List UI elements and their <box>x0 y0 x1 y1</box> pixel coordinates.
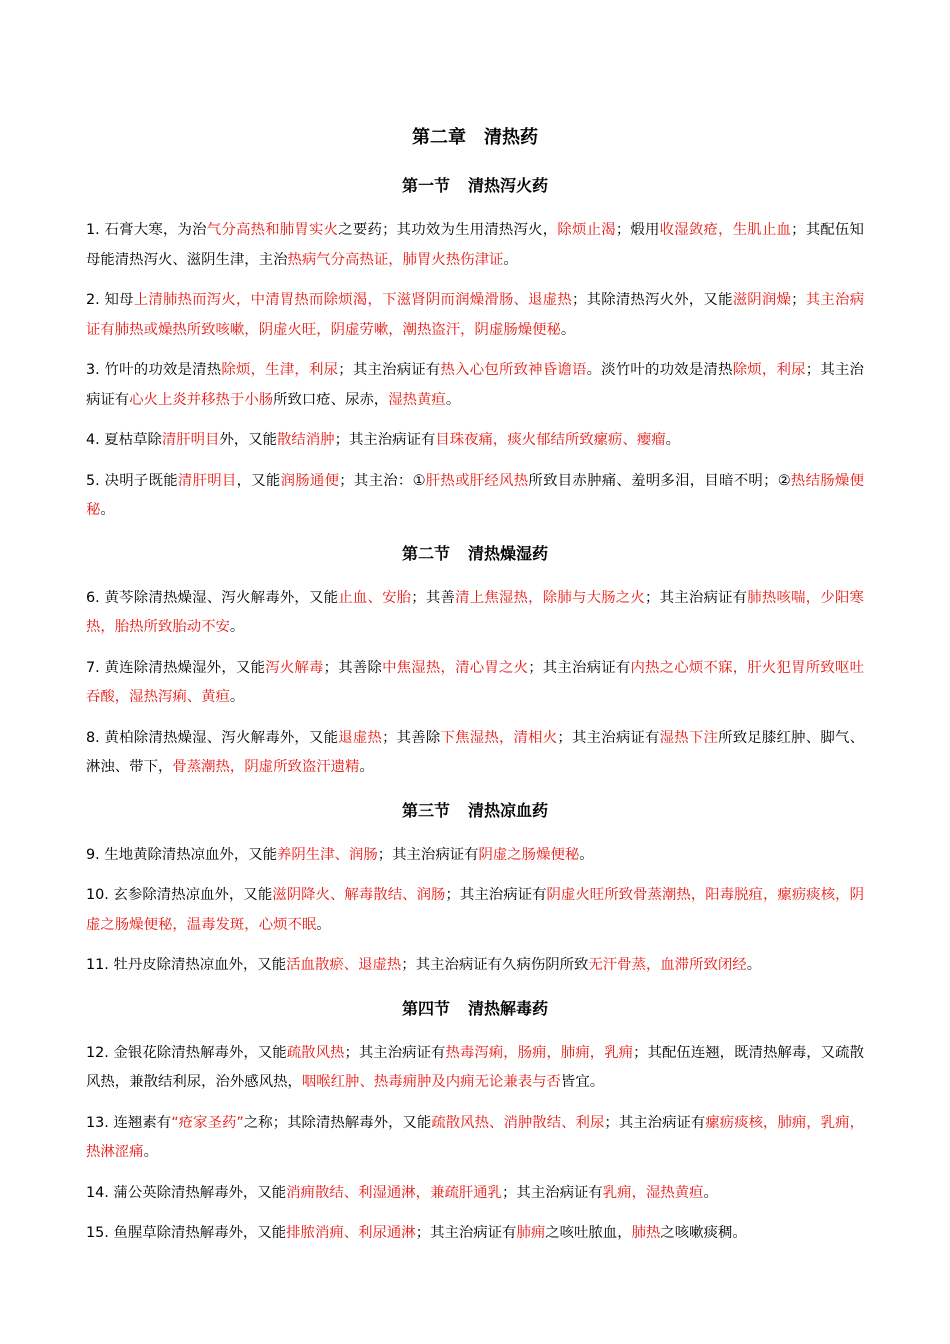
sections-container <box>86 172 864 1249</box>
highlighted-text: 热结肠燥便秘 <box>86 472 864 518</box>
highlighted-text: 肝热或肝经风热 <box>425 472 529 489</box>
entry-text: ；其善除 <box>323 659 383 676</box>
herb-entry <box>86 467 864 526</box>
section-heading <box>86 540 864 568</box>
entry-text: 。 <box>579 846 594 863</box>
chapter-title: 清热药 <box>484 127 538 148</box>
highlighted-text: 除烦，生津，利尿 <box>221 362 339 378</box>
highlighted-text: 热毒泻痢，肠痈，肺痈，乳痈 <box>445 1044 634 1061</box>
entry-text: 之称；其除清热解毒外，又能 <box>243 1114 432 1131</box>
highlighted-text: 内热之心烦不寐，肝火犯胃所致呕吐吞酸，湿热泻痢、黄疸 <box>86 659 864 705</box>
entry-text: ；其主治病证有 <box>334 432 436 448</box>
herb-entry <box>86 841 864 871</box>
herb-entry <box>86 654 864 713</box>
entry-text: ；其主治病证有久病伤阴所致 <box>401 957 589 973</box>
highlighted-text: 消痈散结、利湿通淋，兼疏肝通乳 <box>286 1184 503 1201</box>
highlighted-text: 咽喉红肿、热毒痈肿及内痈无论兼表与否 <box>301 1074 561 1090</box>
section-number: 第一节 <box>401 176 450 195</box>
highlighted-text: 中焦湿热，清心胃之火 <box>382 659 529 676</box>
entry-text: ；其配伍连翘，既清热解毒，又疏散风热，兼散结利尿，治外感风热， <box>86 1044 864 1090</box>
chapter-number: 第二章 <box>412 127 466 148</box>
entry-text: 1. 石膏大寒，为治 <box>86 222 207 238</box>
entry-text: ；其主治病证有 <box>502 1184 603 1201</box>
highlighted-text: 清上焦湿热，除肺与大肠之火 <box>455 589 646 606</box>
highlighted-text: 湿热黄疸 <box>388 391 446 408</box>
highlighted-text: 排脓消痈、利尿通淋 <box>286 1225 416 1241</box>
entry-text: ；其主治病证有 <box>86 362 864 408</box>
entry-text: ；其主治病证有 <box>557 729 660 746</box>
entry-text: ； <box>791 292 806 308</box>
entry-text: ；其配伍知母能清热泻火、滋阴生津，主治 <box>86 222 864 268</box>
entry-text: ，又能 <box>236 472 281 489</box>
entry-text: 13. 连翘素有 <box>86 1114 172 1131</box>
section-heading <box>86 995 864 1023</box>
highlighted-text: 泻火解毒 <box>265 659 324 676</box>
entry-text: ；其主治病证有 <box>377 846 479 863</box>
entry-text: ；其除清热泻火外，又能 <box>572 292 733 308</box>
entry-text: 。 <box>560 321 576 338</box>
entry-text: 11. 牡丹皮除清热凉血外，又能 <box>86 957 287 973</box>
highlighted-text: 退虚热 <box>338 729 383 746</box>
entry-text: 。 <box>316 916 331 933</box>
section-number: 第三节 <box>401 800 450 820</box>
entry-text: 所致足膝红肿、脚气、淋浊、带下， <box>86 729 864 775</box>
entry-text: 外，又能 <box>219 432 278 448</box>
entry-text: 7. 黄连除清热燥湿外，又能 <box>86 659 266 676</box>
highlighted-text: 疏散风热 <box>286 1044 345 1061</box>
highlighted-text: 散结消肿 <box>277 432 335 448</box>
entry-text: 3. 竹叶的功效是清热 <box>86 362 222 378</box>
entry-text: ；其主治病证有 <box>445 887 547 903</box>
highlighted-text: 心火上炎并移热于小肠 <box>129 391 274 408</box>
section-number: 第四节 <box>401 998 450 1018</box>
entry-text: 。 <box>703 1184 718 1201</box>
highlighted-text: 上清肺热而泻火，中清胃热而除烦渴，下滋肾阴而润燥滑肠、退虚热 <box>133 292 572 308</box>
highlighted-text: 瘰疬痰核，肺痈，乳痈，热淋涩痛 <box>86 1114 864 1160</box>
highlighted-text: 目珠夜痛，痰火郁结所致瘰疬、瘿瘤 <box>435 432 666 448</box>
entry-text: 8. 黄柏除清热燥湿、泻火解毒外，又能 <box>86 729 339 746</box>
herb-entry <box>86 951 864 981</box>
highlighted-text: 热病气分高热证，肺胃火热伤津证 <box>287 251 504 268</box>
entry-text: ；其主治病证有 <box>344 1044 446 1061</box>
section-title: 清热泻火药 <box>468 176 549 195</box>
entry-text: 12. 金银花除清热解毒外，又能 <box>86 1044 287 1061</box>
herb-entry <box>86 584 864 643</box>
section-title: 清热燥湿药 <box>468 543 549 563</box>
section-heading <box>86 172 864 200</box>
highlighted-text: 止血、安胎 <box>338 589 412 606</box>
entry-text: 2. 知母 <box>86 292 134 308</box>
entry-text: 15. 鱼腥草除清热解毒外，又能 <box>86 1225 287 1241</box>
entry-text: ；其主治病证有 <box>338 362 441 378</box>
highlighted-text: 气分高热和肺胃实火 <box>206 222 339 238</box>
herb-entry <box>86 286 864 345</box>
herb-entry <box>86 881 864 940</box>
highlighted-text: 阴虚之肠燥便秘 <box>478 846 580 863</box>
highlighted-text: 下焦湿热，清相火 <box>440 729 558 746</box>
entry-text: 之要药；其功效为生用清热泻火， <box>338 222 558 238</box>
highlighted-text: 阴虚火旺所致骨蒸潮热，阳毒脱疽，瘰疬痰核，阴虚之肠燥便秘，温毒发斑，心烦不眠 <box>86 887 864 933</box>
highlighted-text: 无汗骨蒸，血滞所致闭经 <box>588 957 747 973</box>
entry-text: ；其主治：① <box>339 472 426 489</box>
herb-entry <box>86 1109 864 1168</box>
highlighted-text: 活血散瘀、退虚热 <box>286 957 402 973</box>
entry-text: 10. 玄参除清热凉血外，又能 <box>86 887 273 903</box>
document-page <box>86 124 864 1263</box>
herb-entry <box>86 724 864 783</box>
herb-entry <box>86 216 864 275</box>
highlighted-text: 清肝明目 <box>177 472 237 489</box>
highlighted-text: 除烦止渴 <box>557 222 616 238</box>
section-title: 清热凉血药 <box>468 800 549 820</box>
entry-text: ；其主治病证有 <box>415 1225 517 1241</box>
entry-text: 之咳吐脓血， <box>545 1225 632 1241</box>
highlighted-text: “疮家圣药” <box>171 1114 244 1131</box>
entry-text: 。 <box>100 502 115 518</box>
section-title: 清热解毒药 <box>468 998 549 1018</box>
entry-text: 。 <box>143 1144 158 1160</box>
entry-text: ；其善 <box>411 589 456 606</box>
entry-text: 。 <box>445 391 461 408</box>
entry-text: 14. 蒲公英除清热解毒外，又能 <box>86 1184 287 1201</box>
herb-entry <box>86 1039 864 1098</box>
highlighted-text: 收湿敛疮，生肌止血 <box>659 222 792 238</box>
entry-text: 。 <box>503 251 518 268</box>
entry-text: 之咳嗽痰稠。 <box>660 1225 747 1241</box>
chapter-heading <box>86 124 864 152</box>
highlighted-text: 肺热 <box>631 1225 661 1241</box>
entry-text: ；其主治病证有 <box>528 659 631 676</box>
section-heading <box>86 797 864 825</box>
highlighted-text: 疏散风热、消肿散结、利尿 <box>431 1114 605 1131</box>
entry-text: 4. 夏枯草除 <box>86 432 162 448</box>
highlighted-text: 清肝明目 <box>161 432 220 448</box>
entry-text: 。 <box>229 689 245 705</box>
entry-text: ；其主治病证有 <box>645 589 748 606</box>
entry-text: 。淡竹叶的功效是清热 <box>586 362 733 378</box>
highlighted-text: 其主治病证有肺热或燥热所致咳嗽，阴虚火旺，阴虚劳嗽，潮热盗汗，阴虚肠燥便秘 <box>86 292 864 338</box>
highlighted-text: 肺热咳喘，少阳寒热，胎热所致胎动不安 <box>86 589 864 635</box>
highlighted-text: 除烦，利尿 <box>732 362 806 378</box>
herb-entry <box>86 426 864 456</box>
entry-text: 。 <box>665 432 681 448</box>
entry-text: 。 <box>746 957 762 973</box>
highlighted-text: 滋阴润燥 <box>732 292 792 308</box>
entry-text: 9. 生地黄除清热凉血外，又能 <box>86 846 277 863</box>
section-number: 第二节 <box>401 543 450 563</box>
entry-text: 所致口疮、尿赤， <box>273 391 389 408</box>
highlighted-text: 乳痈，湿热黄疸 <box>602 1184 704 1201</box>
highlighted-text: 湿热下注 <box>659 729 719 746</box>
highlighted-text: 骨蒸潮热，阴虚所致盗汗遗精 <box>172 759 360 775</box>
entry-text: 。 <box>229 619 245 635</box>
herb-entry <box>86 356 864 415</box>
herb-entry <box>86 1179 864 1209</box>
highlighted-text: 润肠通便 <box>280 472 340 489</box>
entry-text: ；煅用 <box>615 222 660 238</box>
highlighted-text: 滋阴降火、解毒散结、润肠 <box>272 887 446 903</box>
entry-text: 6. 黄芩除清热燥湿、泻火解毒外，又能 <box>86 589 339 606</box>
entry-text: 所致目赤肿痛、羞明多泪，目暗不明；② <box>528 472 791 489</box>
highlighted-text: 肺痈 <box>516 1225 546 1241</box>
highlighted-text: 养阴生津、润肠 <box>277 846 378 863</box>
highlighted-text: 热入心包所致神昏谵语 <box>440 362 587 378</box>
herb-entry <box>86 1219 864 1249</box>
entry-text: ；其主治病证有 <box>604 1114 706 1131</box>
entry-text: 。 <box>359 759 374 775</box>
entry-text: ；其善除 <box>382 729 441 746</box>
entry-text: 皆宜。 <box>560 1074 605 1090</box>
entry-text: 5. 决明子既能 <box>86 472 178 489</box>
